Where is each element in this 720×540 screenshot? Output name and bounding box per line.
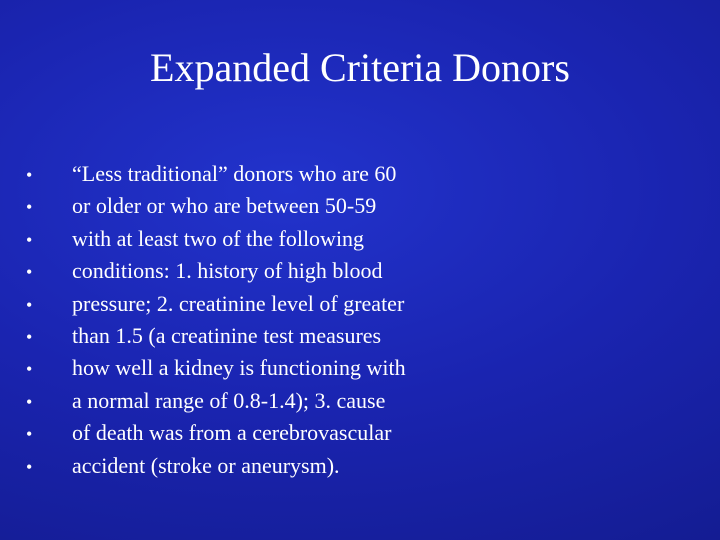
bullet-line [26, 161, 406, 193]
bullet-icon: • [26, 326, 33, 347]
bullet-icon: • [26, 262, 33, 283]
bullet-text: than 1.5 (a creatinine test measures [72, 322, 382, 348]
bullet-line [26, 291, 406, 323]
bullet-text: how well a kidney is functioning with [72, 355, 406, 381]
bullet-line [26, 226, 406, 258]
bullet-line [26, 258, 406, 290]
bullet-text: accident (stroke or aneurysm). [72, 452, 340, 478]
bullet-line [26, 420, 406, 452]
bullet-line [26, 193, 406, 225]
slide-title: Expanded Criteria Donors [150, 45, 570, 90]
bullet-line [26, 388, 406, 420]
bullet-icon: • [26, 229, 33, 250]
bullet-text: pressure; 2. creatinine level of greater [72, 290, 405, 316]
bullet-icon: • [26, 197, 33, 218]
bullet-icon: • [26, 359, 33, 380]
bullet-icon: • [26, 294, 33, 315]
bullet-icon: • [26, 165, 33, 185]
bullet-line [26, 355, 406, 387]
bullet-line [26, 453, 406, 485]
bullet-list [26, 161, 406, 485]
bullet-text: conditions: 1. history of high blood [72, 258, 383, 284]
bullet-line [26, 323, 406, 355]
bullet-icon: • [26, 456, 33, 477]
bullet-text: a normal range of 0.8-1.4); 3. cause [72, 387, 386, 413]
bullet-text: of death was from a cerebrovascular [72, 420, 392, 446]
bullet-text: with at least two of the following [72, 225, 365, 251]
bullet-icon: • [26, 424, 33, 445]
bullet-text: or older or who are between 50-59 [72, 193, 377, 219]
bullet-icon: • [26, 391, 33, 412]
bullet-text: “Less traditional” donors who are 60 [72, 161, 397, 186]
